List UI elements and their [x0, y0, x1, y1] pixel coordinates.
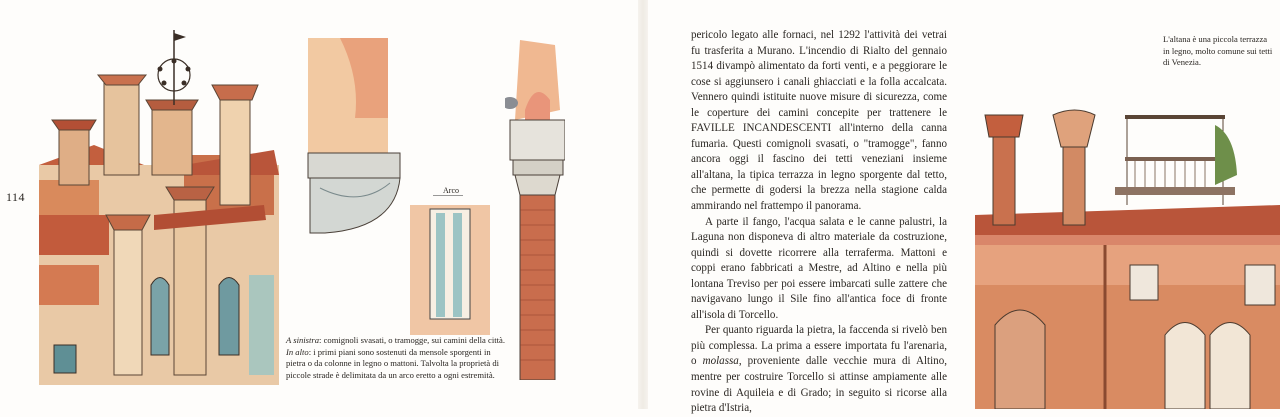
paragraph-2: A parte il fango, l'acqua salata e le canne palustri, la Laguna non disponeva di altro materiale da costruzione, quindi si dovette ricorrere alla terraferma. Mattoni e coppi erano fabbricati a Mestre, ad Altino e nella più lontana Treviso per poi essere imbarcati sulle zattere che navigavano lungo il Sile fino all'antica foce di fronte all'isola di Torcello. [691, 215, 947, 321]
left-caption [286, 335, 511, 381]
body-text [691, 28, 947, 417]
arch-label: Arco [443, 186, 459, 195]
arch-illustration [405, 195, 495, 345]
caption-text-left: : comignoli svasati, o tramogge, sui camini della città. [319, 335, 505, 345]
paragraph-3-part1: Per quanto riguarda la pietra, la faccenda si rivelò ben più complessa. La prima a essere importata fu l'arenaria, o [691, 324, 947, 368]
column-illustration [505, 40, 565, 380]
book-gutter [638, 0, 648, 409]
caption-text-top: : i primi piani sono sostenuti da mensole sporgenti in pietra o da colonne in legno o mattoni. Talvolta la proprietà di piccole strade è delimitata da un arco eretto a ogni estremità. [286, 346, 500, 380]
corbel-illustration [300, 38, 410, 248]
paragraph-1: pericolo legato alle fornaci, nel 1292 l'attività dei vetrai fu trasferita a Murano. L'incendio di Rialto del gennaio 1514 divampò alimentato da forti venti, e a peggiorare le cose si aggiunsero i canali ghiacciati e la folla accalcata. Vennero quindi istituite nuove misure di sicurezza, come le coperture dei camini concepite per trattenere le FAVILLE INCANDESCENTI all'interno della canna fumaria. Questi comignoli svasati, o "tramogge", fanno ancora oggi il fascino dei tetti veneziani insieme all'altana, la tipica terrazza in legno sporgente dal tetto, che permette di godersi la brezza nella stagione calda ammirando nel frattempo il panorama. [691, 29, 947, 213]
chimneys-illustration [34, 25, 284, 385]
altana-illustration [975, 95, 1280, 409]
page-number: 114 [6, 190, 26, 204]
paragraph-3-part2: , proveniente dalle vecchie mura di Altino, mentre per costruire Torcello si attinse ampiamente alle rovine di Aquileia e di Grado; in seguito si ricorse alla pietra d'Istria, [691, 355, 947, 415]
caption-lead-top: In alto [286, 346, 309, 357]
paragraph-3 [691, 323, 947, 416]
side-caption: L'altana è una piccola terrazza in legno, molto comune sui tetti di Venezia. [1163, 34, 1273, 67]
caption-lead-left: A sinistra [286, 335, 320, 345]
paragraph-3-italic: molassa [702, 355, 739, 368]
